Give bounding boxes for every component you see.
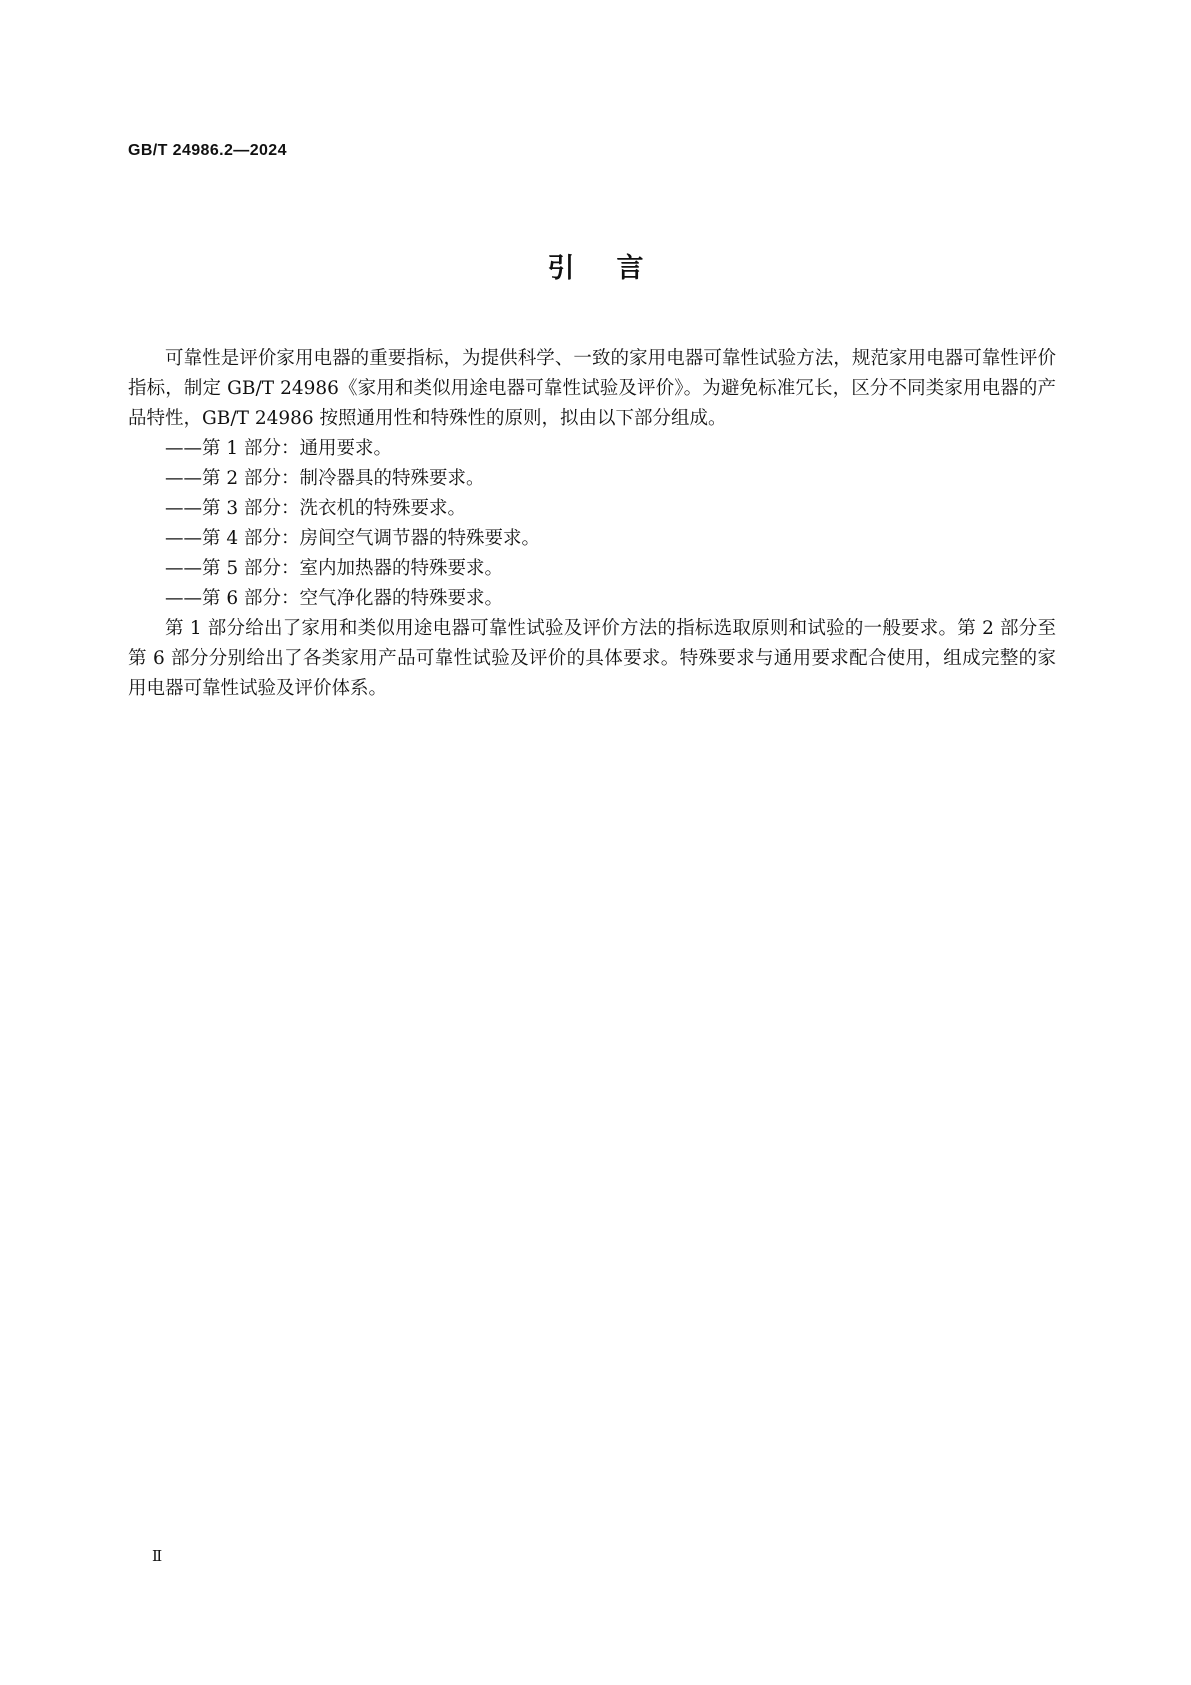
list-item: ——第 3 部分：洗衣机的特殊要求。 bbox=[165, 498, 467, 519]
section-body bbox=[128, 344, 1056, 704]
closing-paragraph: 第 1 部分给出了家用和类似用途电器可靠性试验及评价方法的指标选取原则和试验的一般要求。第 2 部分至第 6 部分分别给出了各类家用产品可靠性试验及评价的具体要求。特殊要求与通用要求配合使用，组成完整的家用电器可靠性试验及评价体系。 bbox=[128, 618, 1056, 699]
list-item: ——第 5 部分：室内加热器的特殊要求。 bbox=[165, 558, 504, 579]
list-item: ——第 4 部分：房间空气调节器的特殊要求。 bbox=[165, 528, 541, 549]
intro-paragraph: 可靠性是评价家用电器的重要指标，为提供科学、一致的家用电器可靠性试验方法，规范家用电器可靠性评价指标，制定 GB/T 24986《家用和类似用途电器可靠性试验及评价》。为避免标准冗长，区分不同类家用电器的产品特性，GB/T 24986 按照通用性和特殊性的原则，拟由以下部分组成。 bbox=[128, 348, 1056, 429]
page-number: Ⅱ bbox=[152, 1547, 163, 1565]
section-title: 引言 bbox=[547, 253, 686, 284]
standard-code: GB/T 24986.2—2024 bbox=[128, 142, 287, 159]
list-item: ——第 1 部分：通用要求。 bbox=[165, 438, 393, 459]
list-item: ——第 2 部分：制冷器具的特殊要求。 bbox=[165, 468, 485, 489]
list-item: ——第 6 部分：空气净化器的特殊要求。 bbox=[165, 588, 504, 609]
